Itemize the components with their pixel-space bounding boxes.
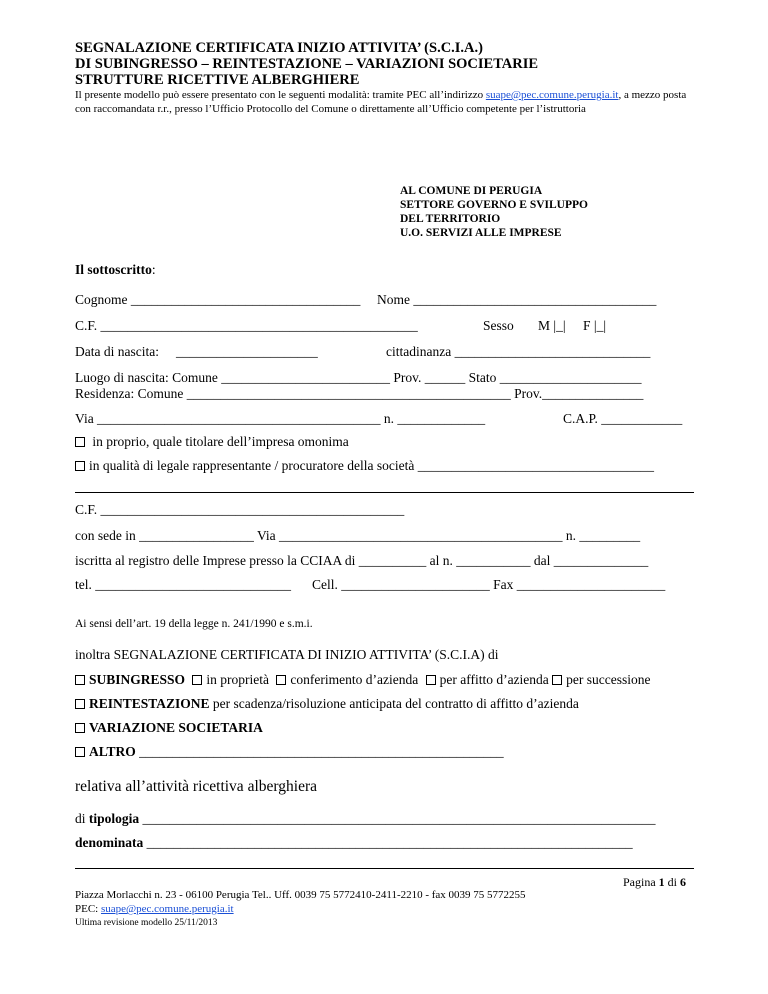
recipient-line-3: DEL TERRITORIO	[400, 213, 501, 225]
recipient-line-1: AL COMUNE DI PERUGIA	[400, 185, 543, 197]
data-nascita-field[interactable]: _____________________	[176, 344, 318, 359]
checkbox-in-proprieta[interactable]	[192, 675, 202, 685]
cf-societa-field[interactable]: C.F. _____________________________________________	[75, 502, 405, 517]
sesso-f-checkbox[interactable]: F |_|	[583, 318, 607, 333]
luogo-nascita-field[interactable]: Luogo di nascita: Comune _________________________ Prov. ______ Stato _____________________	[75, 370, 642, 385]
nome-field[interactable]: Nome ____________________________________	[377, 292, 657, 307]
relativa-heading: relativa all’attività ricettiva alberghiera	[75, 778, 317, 795]
cap-field[interactable]: C.A.P. ____________	[563, 411, 683, 426]
sesso-m-checkbox[interactable]: M |_|	[538, 318, 566, 333]
sede-field[interactable]: con sede in _________________ Via __________________________________________ n. _________	[75, 528, 641, 543]
option-variazione[interactable]: VARIAZIONE SOCIETARIA	[75, 720, 263, 736]
title-line-1: SEGNALAZIONE CERTIFICATA INIZIO ATTIVITA’ (S.C.I.A.)	[75, 40, 483, 56]
option-reintestazione[interactable]: REINTESTAZIONE per scadenza/risoluzione anticipata del contratto di affitto d’azienda	[75, 696, 579, 712]
option-row-subingresso: SUBINGRESSO in proprietà conferimento d’azienda per affitto d’azienda per successione	[75, 672, 651, 688]
cell-fax-field[interactable]: Cell. ______________________ Fax ______________________	[312, 577, 666, 592]
intro-email-link[interactable]: suape@pec.comune.perugia.it	[485, 89, 619, 101]
blank-line[interactable]	[75, 492, 694, 493]
cf-field[interactable]: C.F. _______________________________________________	[75, 318, 418, 333]
checkbox-altro[interactable]	[75, 747, 85, 757]
tipologia-field[interactable]: di tipologia ____________________________________________________________________________	[75, 811, 656, 826]
checkbox-successione[interactable]	[552, 675, 562, 685]
registro-field[interactable]: iscritta al registro delle Imprese presso la CCIAA di __________ al n. ___________ dal ______________	[75, 553, 649, 568]
footer-pec: PEC: suape@pec.comune.perugia.it	[75, 903, 234, 915]
sottoscritto-label: Il sottoscritto:	[75, 262, 156, 277]
footer-divider	[75, 868, 694, 869]
title-line-3: STRUTTURE RICETTIVE ALBERGHIERE	[75, 72, 360, 88]
sesso-label: Sesso	[483, 318, 514, 333]
cognome-field[interactable]: Cognome __________________________________	[75, 292, 361, 307]
data-nascita-label: Data di nascita:	[75, 344, 159, 359]
denominata-field[interactable]: denominata ________________________________________________________________________	[75, 835, 633, 850]
intro-text: Il presente modello può essere presentato con le seguenti modalità: tramite PEC all’indirizzo suape@pec.comune.perugia.it, a mezzo posta con raccomandata r.r., presso l’Ufficio Protocollo del Comune o direttamente all’Ufficio competente per l’istruttoria	[75, 89, 687, 115]
footer-pec-link[interactable]: suape@pec.comune.perugia.it	[100, 903, 234, 915]
cittadinanza-field[interactable]: cittadinanza _____________________________	[386, 344, 651, 359]
ai-sensi-text: Ai sensi dell’art. 19 della legge n. 241/1990 e s.m.i.	[75, 618, 313, 630]
checkbox-affitto[interactable]	[426, 675, 436, 685]
tel-field[interactable]: tel. _____________________________	[75, 577, 291, 592]
checkbox-conferimento[interactable]	[276, 675, 286, 685]
footer-address: Piazza Morlacchi n. 23 - 06100 Perugia Tel.. Uff. 0039 75 5772410-2411-2210 - fax 0039 75 5772255	[75, 889, 526, 901]
recipient-line-4: U.O. SERVIZI ALLE IMPRESE	[400, 227, 562, 239]
via-field[interactable]: Via __________________________________________ n. _____________	[75, 411, 486, 426]
option-legale-rappresentante[interactable]: in qualità di legale rappresentante / procuratore della società ___________________________________	[75, 458, 654, 474]
footer-revision: Ultima revisione modello 25/11/2013	[75, 918, 218, 928]
checkbox-reintestazione[interactable]	[75, 699, 85, 709]
option-in-proprio[interactable]: in proprio, quale titolare dell’impresa omonima	[75, 434, 349, 450]
recipient-line-2: SETTORE GOVERNO E SVILUPPO	[400, 199, 588, 211]
title-line-2: DI SUBINGRESSO – REINTESTAZIONE – VARIAZIONI SOCIETARIE	[75, 56, 539, 72]
option-altro[interactable]: ALTRO ______________________________________________________	[75, 744, 504, 760]
checkbox-in-proprio[interactable]	[75, 437, 85, 447]
checkbox-legale-rappresentante[interactable]	[75, 461, 85, 471]
residenza-field[interactable]: Residenza: Comune ________________________________________________ Prov._______________	[75, 386, 644, 401]
inoltra-text: inoltra SEGNALAZIONE CERTIFICATA DI INIZIO ATTIVITA’ (S.C.I.A) di	[75, 647, 499, 662]
checkbox-subingresso[interactable]	[75, 675, 85, 685]
checkbox-variazione[interactable]	[75, 723, 85, 733]
page-number: Pagina 1 di 6	[623, 875, 687, 889]
